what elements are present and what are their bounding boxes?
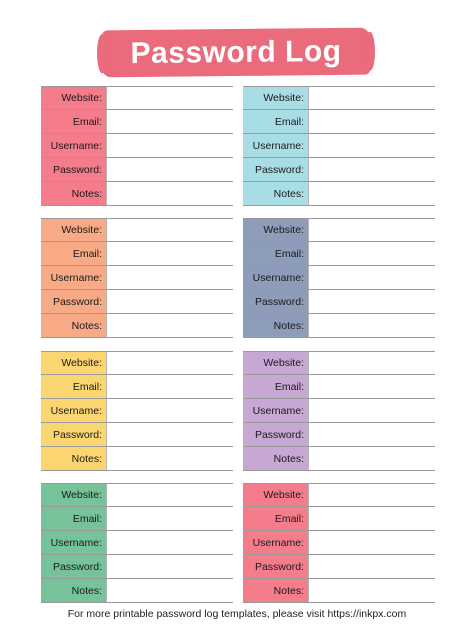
website-field[interactable] xyxy=(106,87,233,109)
password-label: Password: xyxy=(243,158,308,181)
website-field[interactable] xyxy=(308,87,435,109)
username-field[interactable] xyxy=(106,266,233,289)
username-label: Username: xyxy=(41,134,106,157)
username-label: Username: xyxy=(243,531,308,554)
password-field[interactable] xyxy=(106,158,233,181)
email-label: Email: xyxy=(243,375,308,398)
notes-field[interactable] xyxy=(106,579,233,602)
email-field[interactable] xyxy=(106,375,233,398)
card-1 xyxy=(41,86,233,206)
notes-row xyxy=(243,579,435,603)
notes-label: Notes: xyxy=(243,579,308,602)
username-label: Username: xyxy=(41,399,106,422)
password-label: Password: xyxy=(243,290,308,313)
email-label: Email: xyxy=(41,242,106,265)
notes-label: Notes: xyxy=(41,182,106,205)
username-field[interactable] xyxy=(106,531,233,554)
email-row xyxy=(41,507,233,531)
website-label: Website: xyxy=(243,219,308,241)
website-label: Website: xyxy=(41,87,106,109)
username-row xyxy=(243,134,435,158)
username-label: Username: xyxy=(41,531,106,554)
username-row xyxy=(41,399,233,423)
notes-row xyxy=(243,447,435,471)
username-field[interactable] xyxy=(106,134,233,157)
password-row xyxy=(243,158,435,182)
username-label: Username: xyxy=(243,134,308,157)
email-row xyxy=(243,375,435,399)
email-row xyxy=(41,375,233,399)
password-label: Password: xyxy=(41,290,106,313)
username-row xyxy=(243,266,435,290)
notes-row xyxy=(243,182,435,206)
password-field[interactable] xyxy=(106,290,233,313)
email-label: Email: xyxy=(41,110,106,133)
notes-label: Notes: xyxy=(243,314,308,337)
website-field[interactable] xyxy=(106,219,233,241)
website-row xyxy=(41,86,233,110)
notes-label: Notes: xyxy=(243,447,308,470)
notes-field[interactable] xyxy=(308,314,435,337)
website-field[interactable] xyxy=(106,484,233,506)
email-field[interactable] xyxy=(308,507,435,530)
website-label: Website: xyxy=(243,484,308,506)
card-3 xyxy=(41,218,233,338)
password-label: Password: xyxy=(243,423,308,446)
notes-field[interactable] xyxy=(308,579,435,602)
notes-row xyxy=(41,314,233,338)
email-field[interactable] xyxy=(308,242,435,265)
website-row xyxy=(243,218,435,242)
password-row xyxy=(41,290,233,314)
email-label: Email: xyxy=(243,242,308,265)
username-field[interactable] xyxy=(308,531,435,554)
password-label: Password: xyxy=(41,158,106,181)
email-row xyxy=(41,110,233,134)
password-row xyxy=(243,290,435,314)
title-banner xyxy=(102,28,370,78)
password-row xyxy=(243,555,435,579)
username-row xyxy=(243,531,435,555)
website-field[interactable] xyxy=(308,484,435,506)
email-label: Email: xyxy=(243,507,308,530)
email-field[interactable] xyxy=(106,242,233,265)
email-field[interactable] xyxy=(106,110,233,133)
card-6 xyxy=(243,351,435,471)
email-label: Email: xyxy=(41,375,106,398)
page-title: Password Log xyxy=(130,34,342,70)
website-row xyxy=(41,351,233,375)
card-4 xyxy=(243,218,435,338)
notes-row xyxy=(41,447,233,471)
website-label: Website: xyxy=(41,484,106,506)
card-8 xyxy=(243,483,435,603)
website-field[interactable] xyxy=(106,352,233,374)
password-field[interactable] xyxy=(106,423,233,446)
password-label: Password: xyxy=(41,423,106,446)
password-row xyxy=(41,423,233,447)
email-row xyxy=(243,242,435,266)
password-field[interactable] xyxy=(106,555,233,578)
notes-field[interactable] xyxy=(308,447,435,470)
password-row xyxy=(41,158,233,182)
password-field[interactable] xyxy=(308,423,435,446)
notes-label: Notes: xyxy=(41,579,106,602)
email-row xyxy=(243,110,435,134)
password-label: Password: xyxy=(41,555,106,578)
notes-label: Notes: xyxy=(243,182,308,205)
notes-label: Notes: xyxy=(41,447,106,470)
username-label: Username: xyxy=(243,266,308,289)
password-row xyxy=(243,423,435,447)
footer-text: For more printable password log templates, please visit https://inkpx.com xyxy=(67,608,407,620)
website-label: Website: xyxy=(243,352,308,374)
username-row xyxy=(41,531,233,555)
card-7 xyxy=(41,483,233,603)
password-label: Password: xyxy=(243,555,308,578)
notes-row xyxy=(41,579,233,603)
email-label: Email: xyxy=(41,507,106,530)
website-label: Website: xyxy=(41,352,106,374)
username-field[interactable] xyxy=(308,134,435,157)
notes-field[interactable] xyxy=(106,182,233,205)
website-row xyxy=(243,86,435,110)
password-field[interactable] xyxy=(308,555,435,578)
password-field[interactable] xyxy=(308,158,435,181)
website-label: Website: xyxy=(41,219,106,241)
website-label: Website: xyxy=(243,87,308,109)
card-2 xyxy=(243,86,435,206)
email-row xyxy=(41,242,233,266)
email-field[interactable] xyxy=(106,507,233,530)
website-row xyxy=(243,483,435,507)
username-label: Username: xyxy=(41,266,106,289)
username-label: Username: xyxy=(243,399,308,422)
notes-field[interactable] xyxy=(106,447,233,470)
email-field[interactable] xyxy=(308,110,435,133)
notes-row xyxy=(41,182,233,206)
card-5 xyxy=(41,351,233,471)
website-row xyxy=(41,218,233,242)
website-field[interactable] xyxy=(308,219,435,241)
notes-label: Notes: xyxy=(41,314,106,337)
notes-field[interactable] xyxy=(308,182,435,205)
website-field[interactable] xyxy=(308,352,435,374)
password-row xyxy=(41,555,233,579)
username-field[interactable] xyxy=(106,399,233,422)
username-field[interactable] xyxy=(308,266,435,289)
notes-field[interactable] xyxy=(106,314,233,337)
email-row xyxy=(243,507,435,531)
email-field[interactable] xyxy=(308,375,435,398)
email-label: Email: xyxy=(243,110,308,133)
website-row xyxy=(41,483,233,507)
notes-row xyxy=(243,314,435,338)
username-row xyxy=(243,399,435,423)
username-row xyxy=(41,266,233,290)
username-field[interactable] xyxy=(308,399,435,422)
website-row xyxy=(243,351,435,375)
password-field[interactable] xyxy=(308,290,435,313)
username-row xyxy=(41,134,233,158)
